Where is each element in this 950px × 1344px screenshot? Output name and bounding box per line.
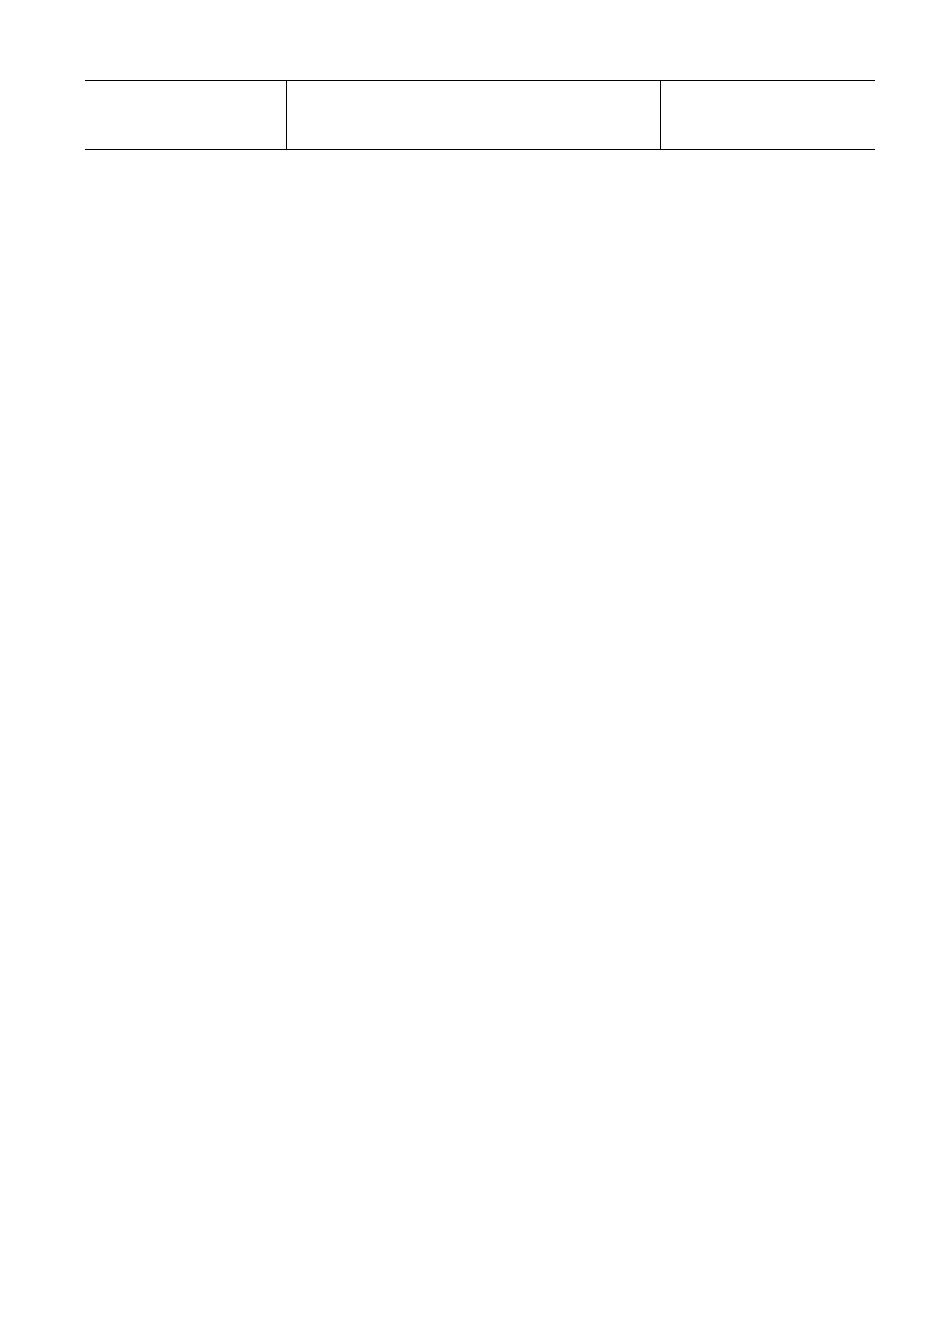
page-header [85, 80, 875, 150]
header-slogan-cell [286, 81, 661, 149]
header-page-cell [660, 81, 875, 149]
header-meta-cell [85, 81, 286, 149]
